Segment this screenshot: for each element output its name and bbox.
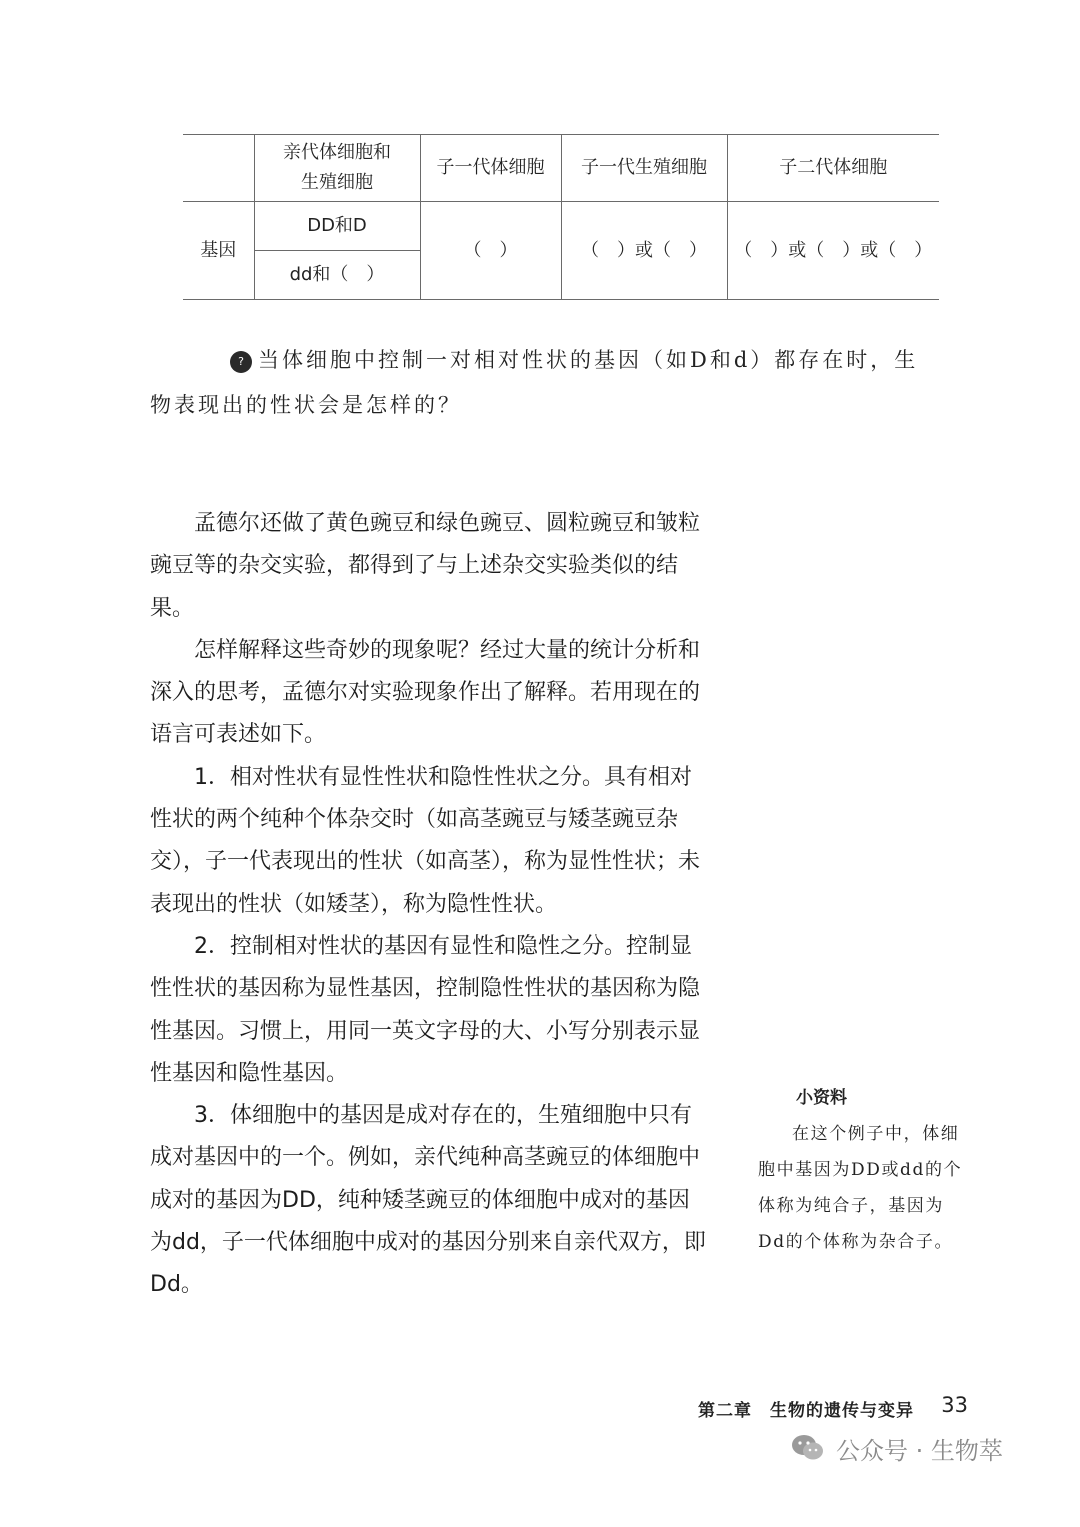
paragraph: 孟德尔还做了黄色豌豆和绿色豌豆、圆粒豌豆和皱粒豌豆等的杂交实验，都得到了与上述杂交实验类似的结果。: [150, 511, 701, 621]
page-number: 33: [941, 1393, 968, 1417]
header-f2-somatic: 子二代体细胞: [727, 135, 939, 202]
table-corner: [183, 135, 254, 202]
paragraph: 怎样解释这些奇妙的现象呢？经过大量的统计分析和深入的思考，孟德尔对实验现象作出了解释。若用现在的语言可表述如下。: [150, 637, 701, 748]
question-icon: ?: [230, 351, 252, 373]
watermark: [790, 1428, 1003, 1468]
wechat-icon: [790, 1433, 826, 1463]
chapter-title: 第二章 生物的遗传与变异: [698, 1401, 914, 1421]
cell-f1-somatic: （ ）: [420, 202, 561, 300]
discussion-question: [150, 338, 950, 428]
paragraph: 2．控制相对性状的基因有显性和隐性之分。控制显性性状的基因称为显性基因，控制隐性性状的基因称为隐性基因。习惯上，用同一英文字母的大、小写分别表示显性基因和隐性基因。: [150, 933, 701, 1086]
cell-parent-dominant: DD和D: [254, 202, 420, 251]
watermark-text: 公众号 · 生物萃: [836, 1436, 1003, 1465]
paragraph: 1．相对性状有显性性状和隐性性状之分。具有相对性状的两个纯种个体杂交时（如高茎豌豆与矮茎豌豆杂交），子一代表现出的性状（如高茎），称为显性性状；未表现出的性状（如矮茎），称为隐性性状。: [150, 764, 701, 917]
main-text: [150, 503, 710, 1307]
header-f1-somatic: 子一代体细胞: [420, 135, 561, 202]
sidebar-body: 在这个例子中，体细胞中基因为DD或dd的个体称为纯合子，基因为Dd的个体称为杂合子。: [758, 1124, 963, 1252]
info-sidebar: [758, 1080, 964, 1260]
sidebar-title: 小资料: [796, 1088, 847, 1108]
page-footer: [698, 1393, 968, 1421]
question-line-1: 当体细胞中控制一对相对性状的基因（如D和d）都存在时，生: [258, 348, 919, 372]
cell-f1-germ: （ ）或（ ）: [561, 202, 727, 300]
cell-parent-recessive: dd和（ ）: [254, 251, 420, 300]
question-line-2: 物表现出的性状会是怎样的？: [150, 393, 462, 417]
cell-f2-somatic: （ ）或（ ）或（ ）: [727, 202, 939, 300]
gene-table: [183, 134, 939, 300]
header-f1-germ: 子一代生殖细胞: [561, 135, 727, 202]
paragraph: 3．体细胞中的基因是成对存在的，生殖细胞中只有成对基因中的一个。例如，亲代纯种高茎豌豆的体细胞中成对的基因为DD，纯种矮茎豌豆的体细胞中成对的基因为dd，子一代体细胞中成对的基因分别来自亲代双方，即Dd。: [150, 1103, 706, 1298]
header-parent: 亲代体细胞和 生殖细胞: [254, 135, 420, 202]
row-label-gene: 基因: [183, 202, 254, 300]
